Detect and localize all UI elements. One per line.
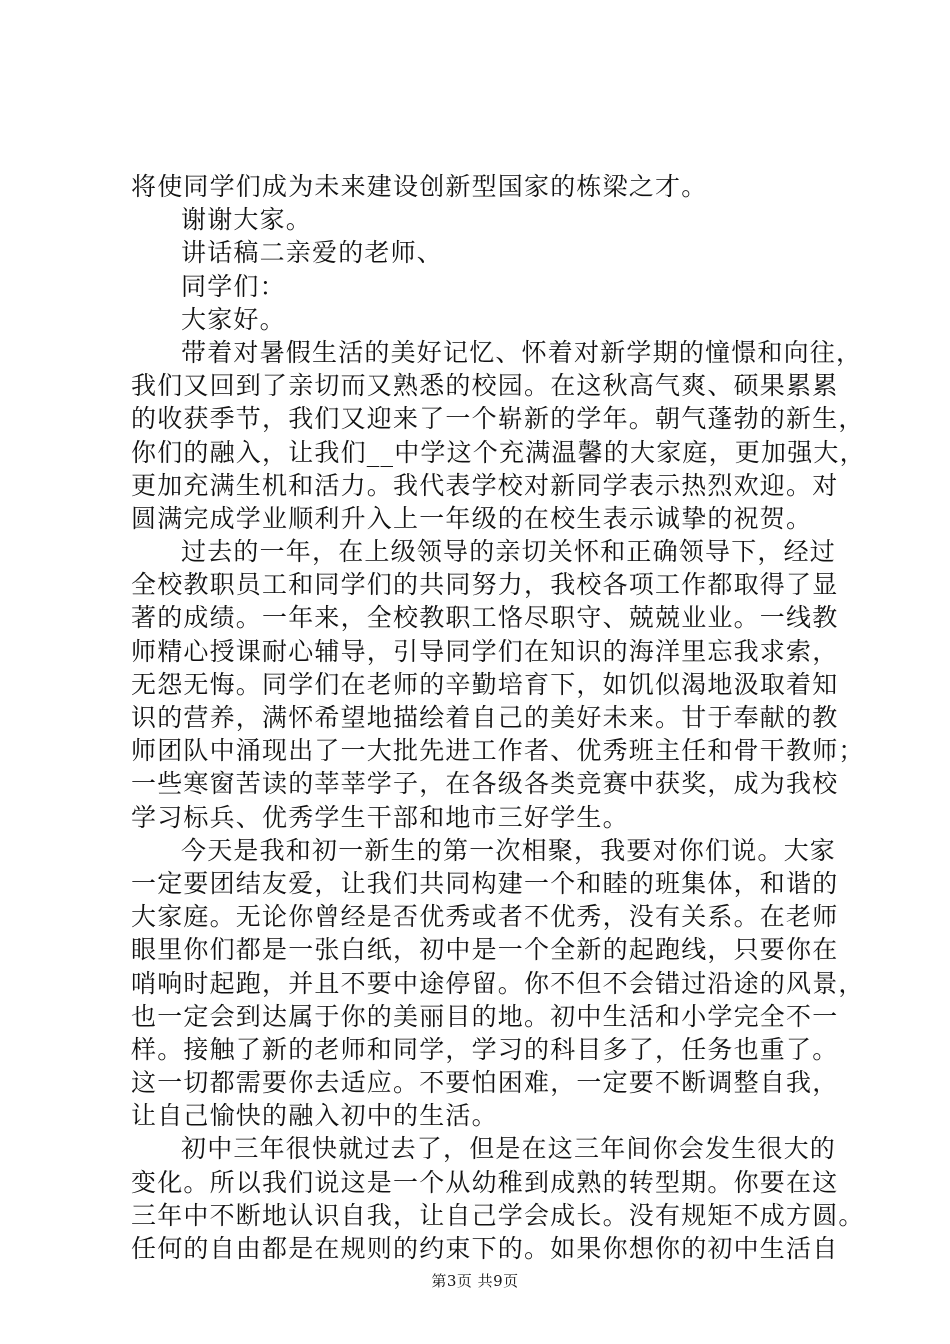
- text-line: 识的营养，满怀希望地描绘着自己的美好未来。甘于奉献的教: [131, 703, 839, 732]
- text-line: 让自己愉快的融入初中的生活。: [131, 1101, 498, 1131]
- text-line: 大家好。: [181, 304, 286, 334]
- text-line: 谢谢大家。: [181, 205, 313, 235]
- text-line: 著的成绩。一年来，全校教职工恪尽职守、兢兢业业。一线教: [131, 603, 839, 633]
- text-line: 也一定会到达属于你的美丽目的地。初中生活和小学完全不一: [131, 1001, 839, 1031]
- text-line: 今天是我和初一新生的第一次相聚，我要对你们说。大家: [181, 835, 837, 865]
- text-line: 无怨无悔。同学们在老师的辛勤培育下，如饥似渴地汲取着知: [131, 669, 839, 699]
- text-line: 同学们：: [181, 271, 286, 301]
- text-line: 带着对暑假生活的美好记忆、怀着对新学期的憧憬和向往，: [181, 337, 863, 367]
- text-line: 哨响时起跑，并且不要中途停留。你不但不会错过沿途的风景，: [131, 968, 865, 998]
- page-footer: 第3页 共9页: [431, 1272, 519, 1290]
- text-line: 讲话稿二亲爱的老师、: [181, 238, 444, 268]
- text-line: 过去的一年，在上级领导的亲切关怀和正确领导下，经过: [181, 537, 837, 567]
- text-line: 样。接触了新的老师和同学，学习的科目多了，任务也重了。: [131, 1034, 839, 1064]
- text-line: 初中三年很快就过去了，但是在这三年间你会发生很大的: [181, 1134, 837, 1164]
- text-line: 更加充满生机和活力。我代表学校对新同学表示热烈欢迎。对: [131, 470, 839, 500]
- text-line: 师团队中涌现出了一大批先进工作者、优秀班主任和骨干教师；: [131, 736, 865, 766]
- text-line: 这一切都需要你去适应。不要怕困难，一定要不断调整自我，: [131, 1068, 839, 1098]
- text-line: 师精心授课耐心辅导，引导同学们在知识的海洋里忘我求索，: [131, 636, 839, 666]
- text-line: 眼里你们都是一张白纸，初中是一个全新的起跑线，只要你在: [131, 935, 839, 965]
- text-line: 学习标兵、优秀学生干部和地市三好学生。: [131, 802, 629, 832]
- text-line: 的收获季节，我们又迎来了一个崭新的学年。朝气蓬勃的新生，: [131, 404, 865, 434]
- text-line: 三年中不断地认识自我，让自己学会成长。没有规矩不成方圆。: [131, 1200, 865, 1230]
- text-line: 一定要团结友爱，让我们共同构建一个和睦的班集体，和谐的: [131, 868, 839, 898]
- body-text: [131, 170, 866, 1265]
- text-line: 你们的融入，让我们__中学这个充满温馨的大家庭，更加强大，: [131, 437, 866, 467]
- text-line: 将使同学们成为未来建设创新型国家的栋梁之才。: [131, 172, 708, 201]
- text-line: 大家庭。无论你曾经是否优秀或者不优秀，没有关系。在老师: [131, 902, 839, 932]
- text-line: 变化。所以我们说这是一个从幼稚到成熟的转型期。你要在这: [131, 1167, 839, 1197]
- text-line: 任何的自由都是在规则的约束下的。如果你想你的初中生活自: [131, 1234, 839, 1263]
- text-line: 圆满完成学业顺利升入上一年级的在校生表示诚挚的祝贺。: [131, 503, 813, 533]
- text-line: 我们又回到了亲切而又熟悉的校园。在这秋高气爽、硕果累累: [131, 371, 839, 401]
- text-line: 全校教职员工和同学们的共同努力，我校各项工作都取得了显: [131, 570, 839, 600]
- text-line: 一些寒窗苦读的莘莘学子，在各级各类竞赛中获奖，成为我校: [131, 769, 839, 799]
